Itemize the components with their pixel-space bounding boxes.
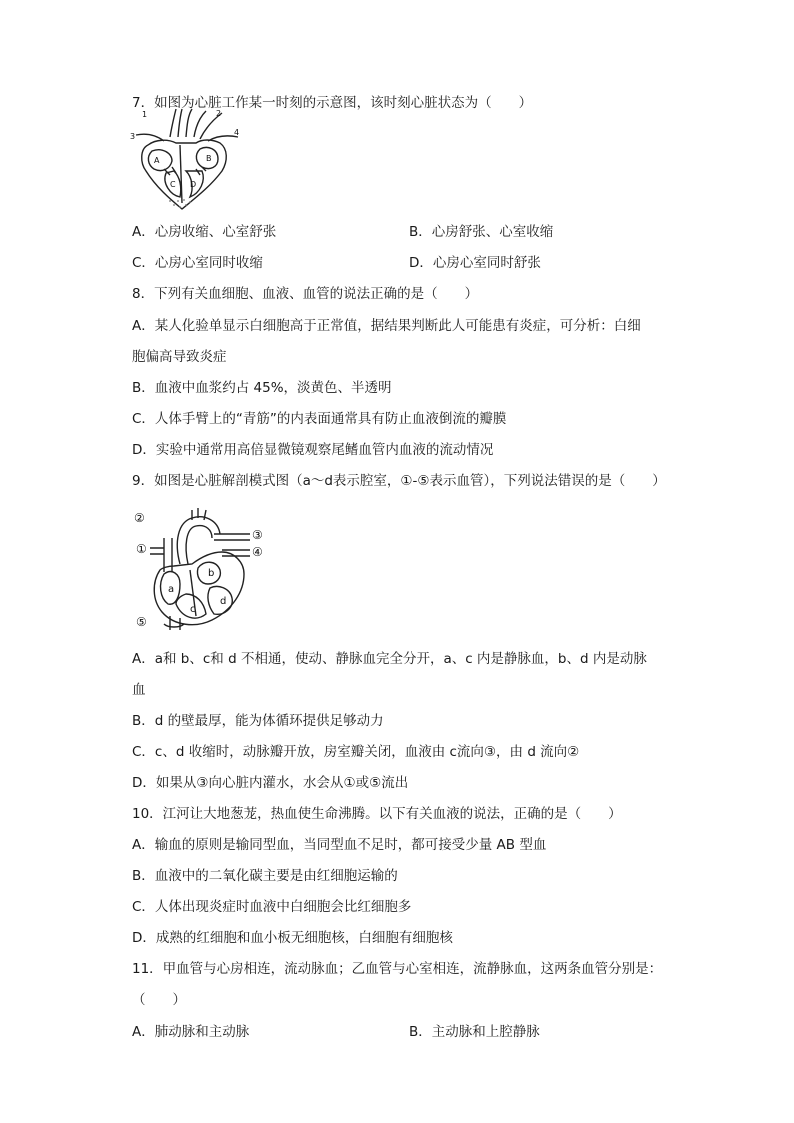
q7-option-d: D．心房心室同时舒张	[409, 255, 541, 271]
q9-option-b: B．d 的壁最厚，能为体循环提供足够动力	[132, 713, 384, 729]
q9-label-3: ③	[252, 528, 263, 542]
q9-stem: 9．如图是心脏解剖模式图（a～d表示腔室，①-⑤表示血管），下列说法错误的是（ ）	[132, 473, 666, 489]
q7-option-b: B．心房舒张、心室收缩	[409, 224, 554, 240]
q11-stem-blank: （ ）	[132, 992, 186, 1008]
q7-label-2: 2	[216, 109, 222, 118]
q8-option-c: C．人体手臂上的“青筋”的内表面通常具有防止血液倒流的瓣膜	[132, 411, 507, 427]
q9-option-d: D．如果从③向心脏内灌水，水会从①或⑤流出	[132, 775, 409, 791]
q7-option-c: C．心房心室同时收缩	[132, 255, 263, 271]
q8-option-b: B．血液中血浆约占 45%，淡黄色、半透明	[132, 380, 392, 396]
q8-option-d: D．实验中通常用高倍显微镜观察尾鳍血管内血液的流动情况	[132, 442, 494, 458]
q9-label-a: a	[168, 584, 175, 595]
q10-option-a: A．输血的原则是输同型血，当同型血不足时，都可接受少量 AB 型血	[132, 837, 547, 853]
q11-option-a: A．肺动脉和主动脉	[132, 1024, 250, 1040]
q9-label-5: ⑤	[136, 615, 147, 629]
q10-option-b: B．血液中的二氧化碳主要是由红细胞运输的	[132, 868, 398, 884]
q9-label-2: ②	[134, 511, 145, 525]
q10-stem: 10．江河让大地葱茏，热血使生命沸腾。以下有关血液的说法，正确的是（ ）	[132, 806, 622, 822]
q9-label-d: d	[220, 596, 227, 607]
q7-label-D: D	[190, 180, 197, 189]
q9-heart-figure	[134, 508, 270, 632]
q10-option-d: D．成熟的红细胞和血小板无细胞核，白细胞有细胞核	[132, 930, 453, 946]
q7-label-3: 3	[130, 132, 136, 141]
heart-diagram-2	[134, 508, 270, 632]
q7-label-A: A	[154, 156, 160, 165]
heart-diagram-1	[130, 107, 242, 213]
q7-label-C: C	[170, 180, 176, 189]
q9-option-a-line2: 血	[132, 682, 146, 698]
q9-option-a-line1: A．a和 b、c和 d 不相通，使动、静脉血完全分开，a、c 内是静脉血，b、d 内是动脉	[132, 651, 647, 667]
q7-label-4: 4	[234, 128, 240, 137]
q8-stem: 8．下列有关血细胞、血液、血管的说法正确的是（ ）	[132, 286, 479, 302]
q9-label-c: c	[190, 604, 196, 615]
q7-label-1: 1	[142, 110, 148, 119]
q9-label-b: b	[208, 568, 215, 579]
q7-label-B: B	[206, 154, 212, 163]
q7-heart-figure	[130, 107, 242, 213]
q11-stem: 11．甲血管与心房相连，流动脉血；乙血管与心室相连，流静脉血，这两条血管分别是：	[132, 961, 663, 977]
q8-option-a-line2: 胞偏高导致炎症	[132, 349, 227, 365]
q10-option-c: C．人体出现炎症时血液中白细胞会比红细胞多	[132, 899, 412, 915]
q9-label-4: ④	[252, 545, 263, 559]
q8-option-a-line1: A．某人化验单显示白细胞高于正常值，据结果判断此人可能患有炎症，可分析：白细	[132, 318, 641, 334]
q11-option-b: B．主动脉和上腔静脉	[409, 1024, 540, 1040]
q7-option-a: A．心房收缩、心室舒张	[132, 224, 277, 240]
q9-option-c: C．c、d 收缩时，动脉瓣开放，房室瓣关闭，血液由 c流向③，由 d 流向②	[132, 744, 580, 760]
q9-label-1: ①	[136, 542, 147, 556]
q7-stem: 7．如图为心脏工作某一时刻的示意图，该时刻心脏状态为（ ）	[132, 95, 533, 111]
